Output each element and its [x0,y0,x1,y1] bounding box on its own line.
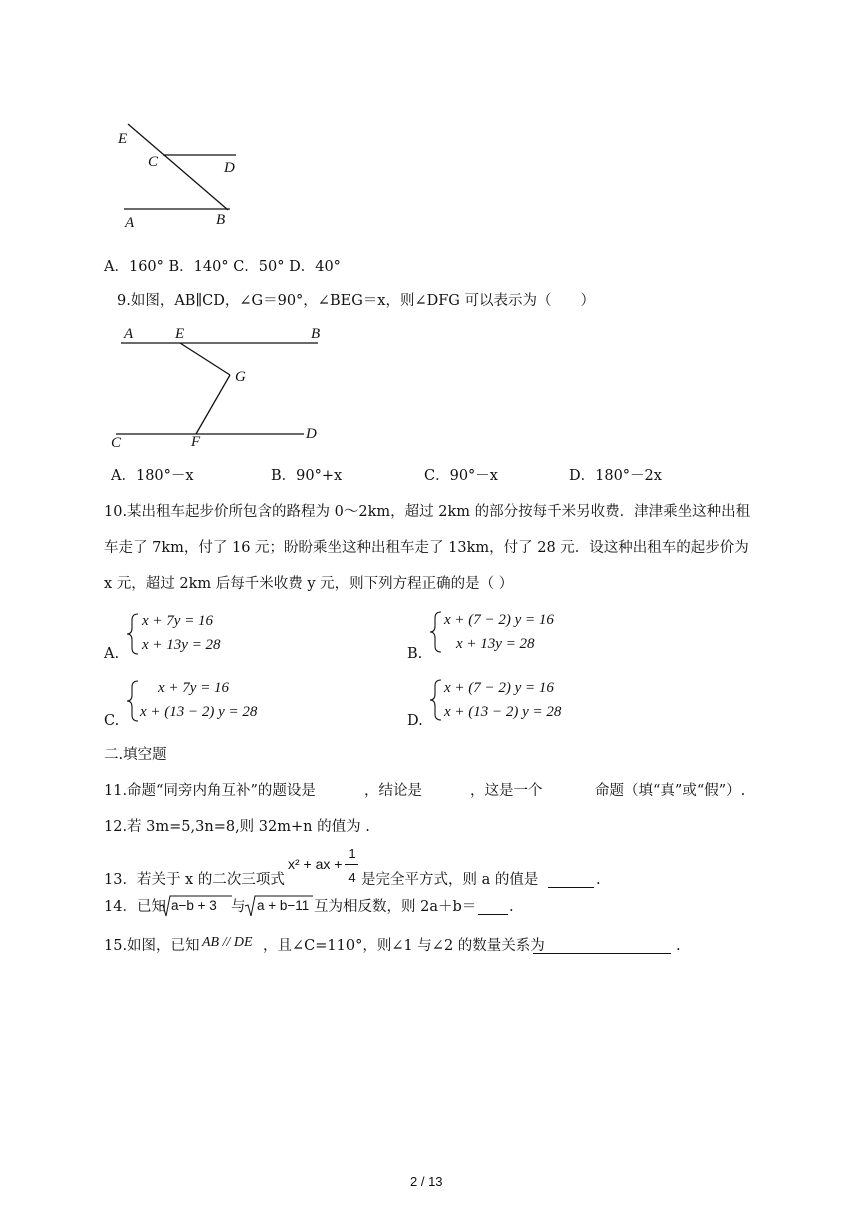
q10-a-eq2: x + 13y = 28 [142,637,221,653]
q10-b-eq1: x + (7 − 2) y = 16 [444,612,554,628]
label-a: A [125,215,135,231]
q13-suffix: 是完全平方式，则 a 的值是 [361,872,539,888]
label9-e: E [175,326,185,342]
label9-a: A [124,326,134,342]
q11-a: 11.命题“同旁内角互补”的题设是 [104,783,316,799]
q15-relation: AB // DE [202,935,253,950]
q10-c-eq1: x + 7y = 16 [158,680,230,696]
q10-a-eq1: x + 7y = 16 [142,613,214,629]
q10-c-eq2: x + (13 − 2) y = 28 [140,704,258,720]
label9-g: G [235,369,246,385]
q15-mid: ，且∠C=110°，则∠1 与∠2 的数量关系为 [263,938,545,954]
q9-option-d: D．180°－2x [569,468,662,484]
q11-d: 命题（填“真”或“假”）. [595,783,746,799]
label9-c: C [111,435,122,451]
label9-f: F [191,434,201,450]
q11-c: ，这是一个 [470,783,543,799]
q10-a-letter: A. [104,646,120,662]
q11-b: ，结论是 [364,783,422,799]
label-c: C [148,154,159,170]
label9-b: B [311,326,321,342]
q15-blank [533,939,671,954]
q10-c-letter: C. [104,713,120,729]
page-number: 2 / 13 [410,1174,443,1189]
q10-d-eq2: x + (13 − 2) y = 28 [444,704,562,720]
label-b: B [216,212,226,228]
q13-end: . [596,872,601,888]
q10-line3: x 元，超过 2km 后每千米收费 y 元，则下列方程正确的是（ ） [104,576,514,592]
label9-d: D [306,426,317,442]
q14-blank [478,900,508,915]
q14-prefix: 14．已知 [104,899,166,915]
q14-rad2: a + b−11 [257,898,310,913]
q9-stem: 9.如图，AB∥CD，∠G＝90°，∠BEG＝x，则∠DFG 可以表示为（ ） [117,293,595,309]
q10-b-letter: B. [407,646,423,662]
q9-option-a: A．180°－x [111,468,194,484]
label-e: E [118,131,128,147]
q10-b-eq2: x + 13y = 28 [456,636,535,652]
q10-d-letter: D. [407,713,423,729]
q9-option-b: B．90°+x [271,468,343,484]
q10-line2: 车走了 7km，付了 16 元；盼盼乘坐这种出租车走了 13km，付了 28 元．设这种出租车的起步价为 [104,540,749,556]
q15-prefix: 15.如图，已知 [104,938,200,954]
q14-rad1: a−b + 3 [171,898,217,913]
q14-mid2: 互为相反数，则 2a＋b＝ [314,899,477,915]
q13-prefix: 13．若关于 x 的二次三项式 [104,872,285,888]
q10-line1: 10.某出租车起步价所包含的路程为 0～2km，超过 2km 的部分按每千米另收费．津津乘坐这种出租 [104,504,751,520]
q14-end: . [509,899,514,915]
q13-num: 1 [348,846,356,861]
q13-poly: x² + ax + [288,856,343,872]
q14-mid1: 与 [231,899,246,915]
q13-den: 4 [348,870,356,885]
q8-options: A．160° B．140° C．50° D．40° [104,259,341,275]
section-title: 二.填空题 [104,747,167,763]
q12: 12.若 3m=5,3n=8,则 32m+n 的值为 . [104,819,370,835]
q10-d-eq1: x + (7 − 2) y = 16 [444,680,554,696]
label-d: D [224,160,235,176]
q9-option-c: C．90°－x [424,468,498,484]
q15-end: . [676,938,681,954]
